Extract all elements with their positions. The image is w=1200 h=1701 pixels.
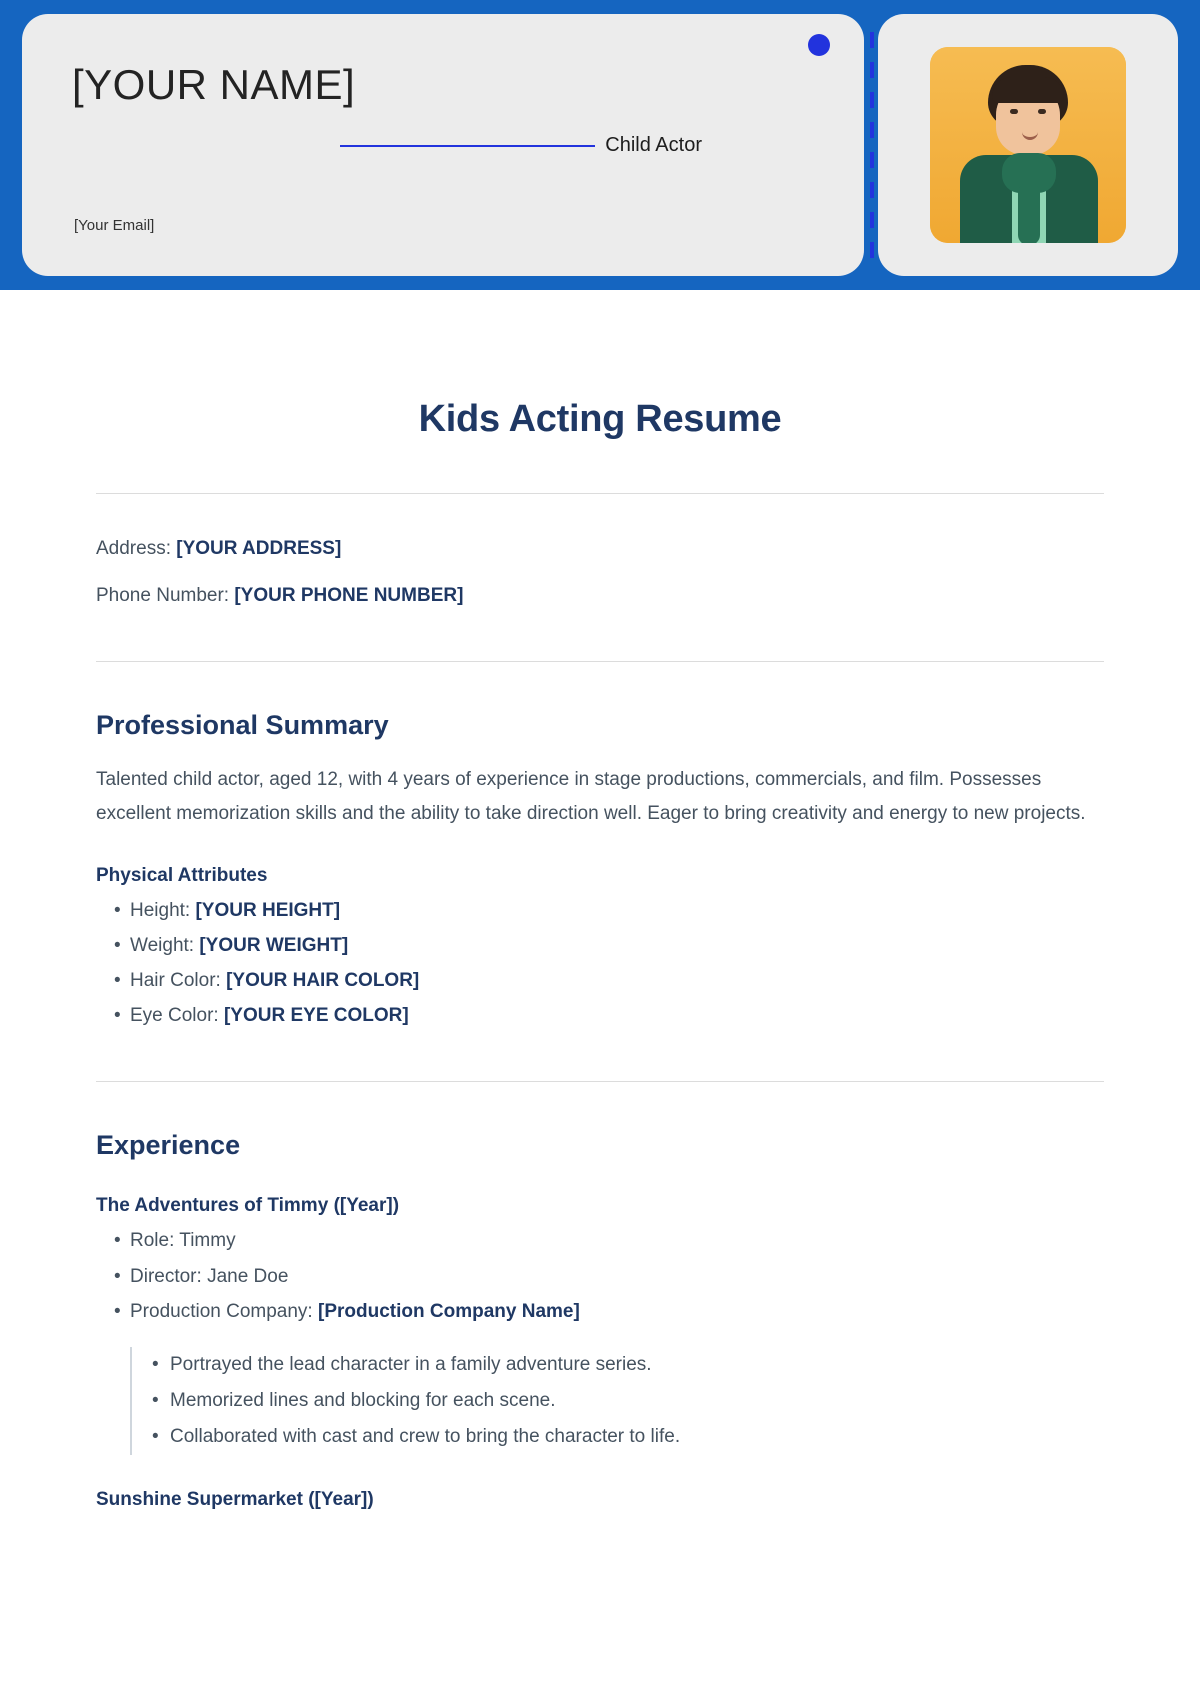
experience-entry <box>96 1489 1104 1511</box>
physical-height-value: [YOUR HEIGHT] <box>195 899 341 921</box>
experience-title: The Adventures of Timmy <box>96 1195 329 1217</box>
list-item <box>114 1223 1104 1258</box>
experience-year: ([Year]) <box>333 1195 400 1217</box>
contact-address-value: [YOUR ADDRESS] <box>176 538 342 559</box>
role-divider-line <box>340 145 595 147</box>
physical-attributes-list <box>96 893 1104 1034</box>
experience-title-row <box>96 1195 1104 1217</box>
avatar <box>930 47 1126 243</box>
divider-experience <box>96 1081 1104 1082</box>
physical-eye-value: [YOUR EYE COLOR] <box>223 1005 409 1027</box>
list-item <box>114 963 1104 998</box>
accent-dot-icon <box>808 34 830 56</box>
physical-eye-label: Eye Color: <box>130 1005 219 1027</box>
experience-bullets-block <box>130 1347 1104 1455</box>
list-item <box>114 1259 1104 1294</box>
experience-director-value: Jane Doe <box>207 1265 289 1287</box>
page-title: Kids Acting Resume <box>418 398 782 440</box>
subsection-title-physical: Physical Attributes <box>96 864 268 886</box>
experience-company-value: [Production Company Name] <box>318 1300 580 1322</box>
experience-title: Sunshine Supermarket <box>96 1489 303 1511</box>
section-title-experience: Experience <box>96 1130 241 1161</box>
contact-phone-label: Phone Number: <box>96 584 230 606</box>
experience-title-row <box>96 1489 1104 1511</box>
contact-block <box>96 536 1104 609</box>
summary-text: Talented child actor, aged 12, with 4 years of experience in stage productions, commercials, and film. Possesses excellent memorization skills and the ability to take direction well. Eager to bring creativity and energy to new projects. <box>96 769 1086 824</box>
experience-role-value: Timmy <box>179 1230 236 1252</box>
contact-address <box>96 536 1104 563</box>
physical-weight-label: Weight: <box>130 934 195 956</box>
header-identity-card <box>22 14 864 276</box>
experience-role-label: Role: <box>130 1230 175 1252</box>
list-item <box>114 1294 1104 1329</box>
resume-header-band <box>0 0 1200 290</box>
dashed-divider <box>870 32 874 258</box>
applicant-name: [YOUR NAME] <box>72 61 356 108</box>
experience-entry <box>96 1195 1104 1455</box>
list-item <box>114 998 1104 1033</box>
experience-year: ([Year]) <box>308 1489 374 1511</box>
experience-director-label: Director: <box>130 1265 202 1287</box>
contact-phone <box>96 583 1104 610</box>
physical-hair-label: Hair Color: <box>130 970 221 992</box>
list-item: • Memorized lines and blocking for each scene. <box>152 1383 1104 1419</box>
contact-phone-value: [YOUR PHONE NUMBER] <box>234 584 464 606</box>
divider-contact <box>96 661 1104 662</box>
applicant-role: Child Actor <box>605 134 702 157</box>
list-item <box>114 928 1104 963</box>
physical-height-label: Height: <box>130 899 191 921</box>
experience-company-label: Production Company: <box>130 1300 313 1322</box>
list-item: • Portrayed the lead character in a family adventure series. <box>152 1347 1104 1383</box>
header-photo-card <box>878 14 1178 276</box>
section-title-summary: Professional Summary <box>96 710 389 741</box>
role-row <box>72 134 818 157</box>
list-item: • Collaborated with cast and crew to bring the character to life. <box>152 1419 1104 1455</box>
applicant-email: [Your Email] <box>74 217 155 234</box>
experience-facts-list <box>96 1223 1104 1328</box>
resume-body <box>0 398 1200 1511</box>
physical-weight-value: [YOUR WEIGHT] <box>199 934 349 956</box>
list-item <box>114 893 1104 928</box>
physical-hair-value: [YOUR HAIR COLOR] <box>226 970 420 992</box>
contact-address-label: Address: <box>96 538 171 559</box>
divider-top <box>96 493 1104 494</box>
